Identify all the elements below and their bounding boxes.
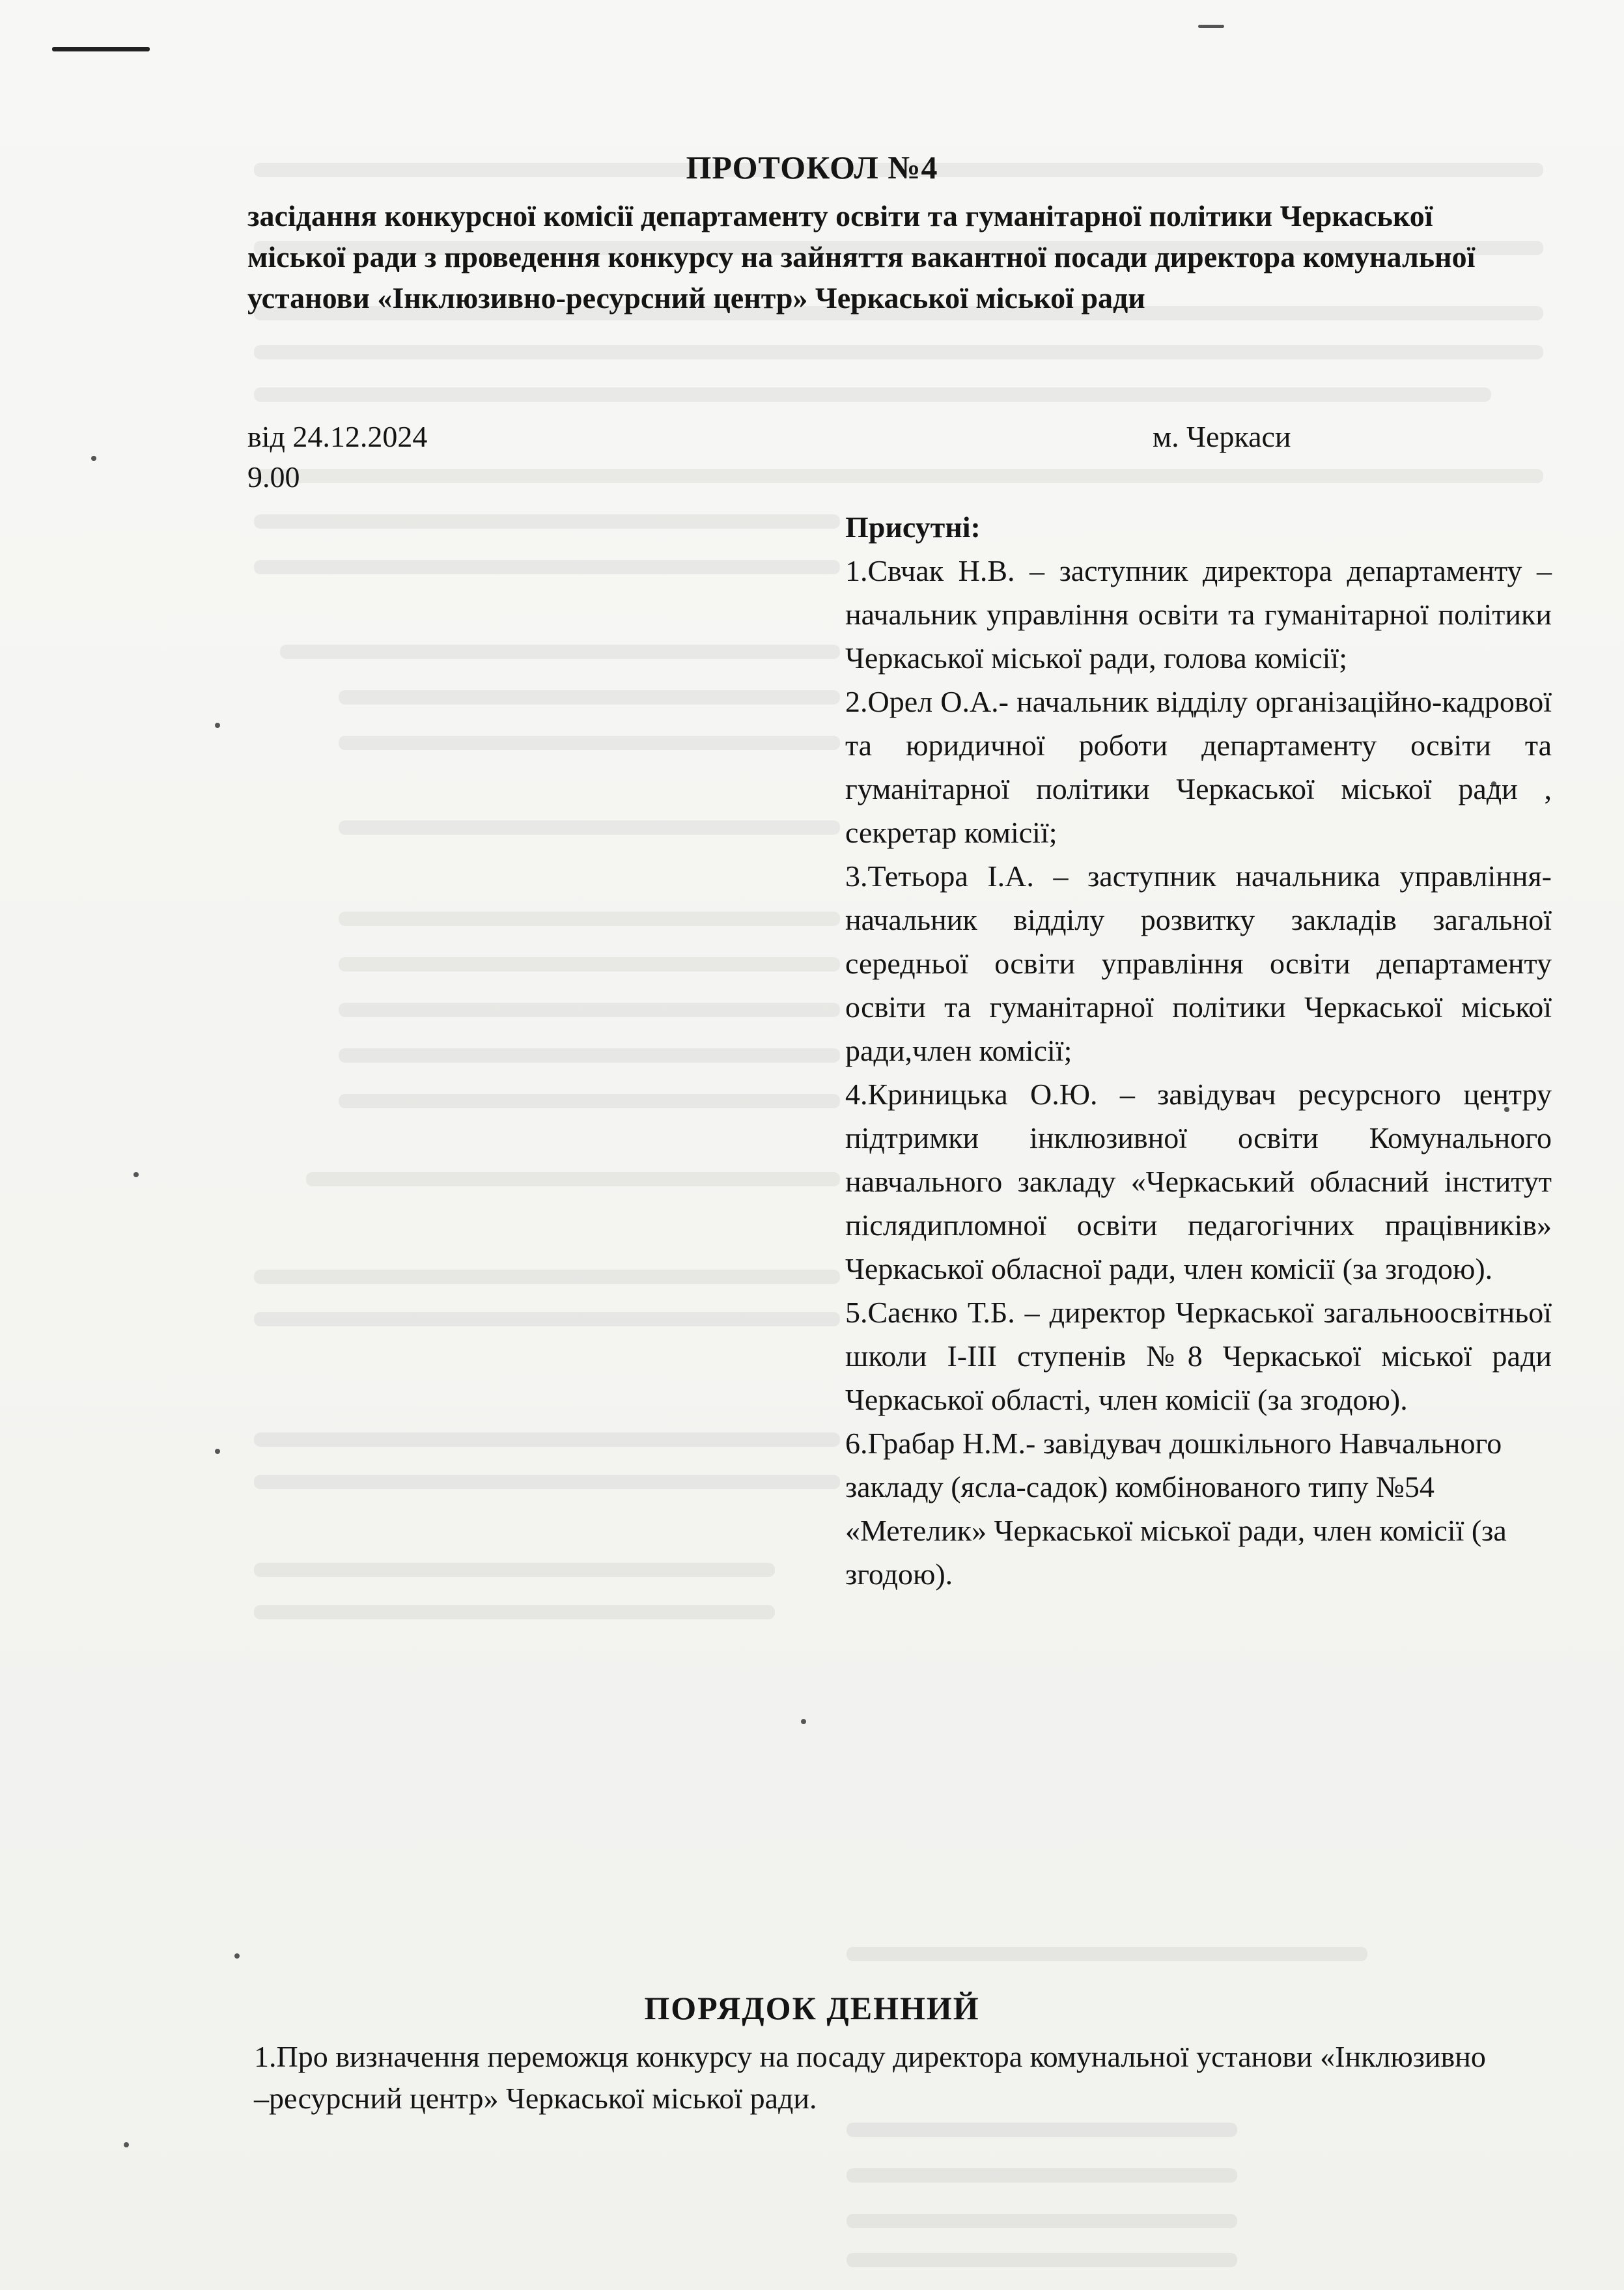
document-subtitle: засідання конкурсної комісії департаменту освіти та гуманітарної політики Черкаської міської ради з проведення конкурсу на зайняття вакантної посади директора комунальної установи «Інклюзивно-ресурсний центр» Черкаської міської ради [247,199,1476,314]
scan-speck [133,1172,139,1177]
agenda-list [254,2036,1491,2119]
member-item: 6.Грабар Н.М.- завідувач дошкільного Навчального закладу (ясла-садок) комбінованого типу №54 «Метелик» Черкаської міської ради, член комісії (за згодою). [845,1427,1507,1591]
scan-speck [124,2142,129,2147]
meeting-city: м. Черкаси [1153,420,1291,453]
meeting-time: 9.00 [247,460,300,494]
agenda-heading: ПОРЯДОК ДЕННИЙ [644,1990,980,2026]
present-members-section [845,505,1552,1596]
scan-mark [52,47,150,51]
scan-speck [801,1719,806,1724]
member-item: 2.Орел О.А.- начальник відділу організаційно-кадрової та юридичної роботи департаменту освіти та гуманітарної політики Черкаської міської ради , секретар комісії; [845,685,1552,849]
scan-speck [234,1953,240,1959]
member-item: 1.Свчак Н.В. – заступник директора департаменту – начальник управління освіти та гуманітарної політики Черкаської міської ради, голова комісії; [845,554,1552,675]
member-item: 4.Криницька О.Ю. – завідувач ресурсного центру підтримки інклюзивної освіти Комунального навчального закладу «Черкаський обласний інститут післядипломної освіти педагогічних працівників» Черкаської обласної ради, член комісії (за згодою). [845,1078,1552,1285]
scan-mark-small [1198,25,1224,28]
member-item: 5.Саєнко Т.Б. – директор Черкаської загальноосвітньої школи І-ІІІ ступенів №8 Черкаської міської ради Черкаської області, член комісії (за згодою). [845,1296,1552,1416]
document-title: ПРОТОКОЛ №4 [686,149,938,186]
scan-speck [215,723,220,728]
scan-speck [91,456,96,461]
meeting-date: від 24.12.2024 [247,420,428,453]
agenda-item: 1.Про визначення переможця конкурсу на посаду директора комунальної установи «Інклюзивно –ресурсний центр» Черкаської міської ради. [254,2040,1486,2115]
present-heading: Присутні: [845,510,981,544]
scan-speck [215,1449,220,1454]
member-item: 3.Тетьора І.А. – заступник начальника управління-начальник відділу розвитку закладів загальної середньої освіти управління освіти департаменту освіти та гуманітарної політики Черкаської міської ради,член комісії; [845,859,1552,1067]
